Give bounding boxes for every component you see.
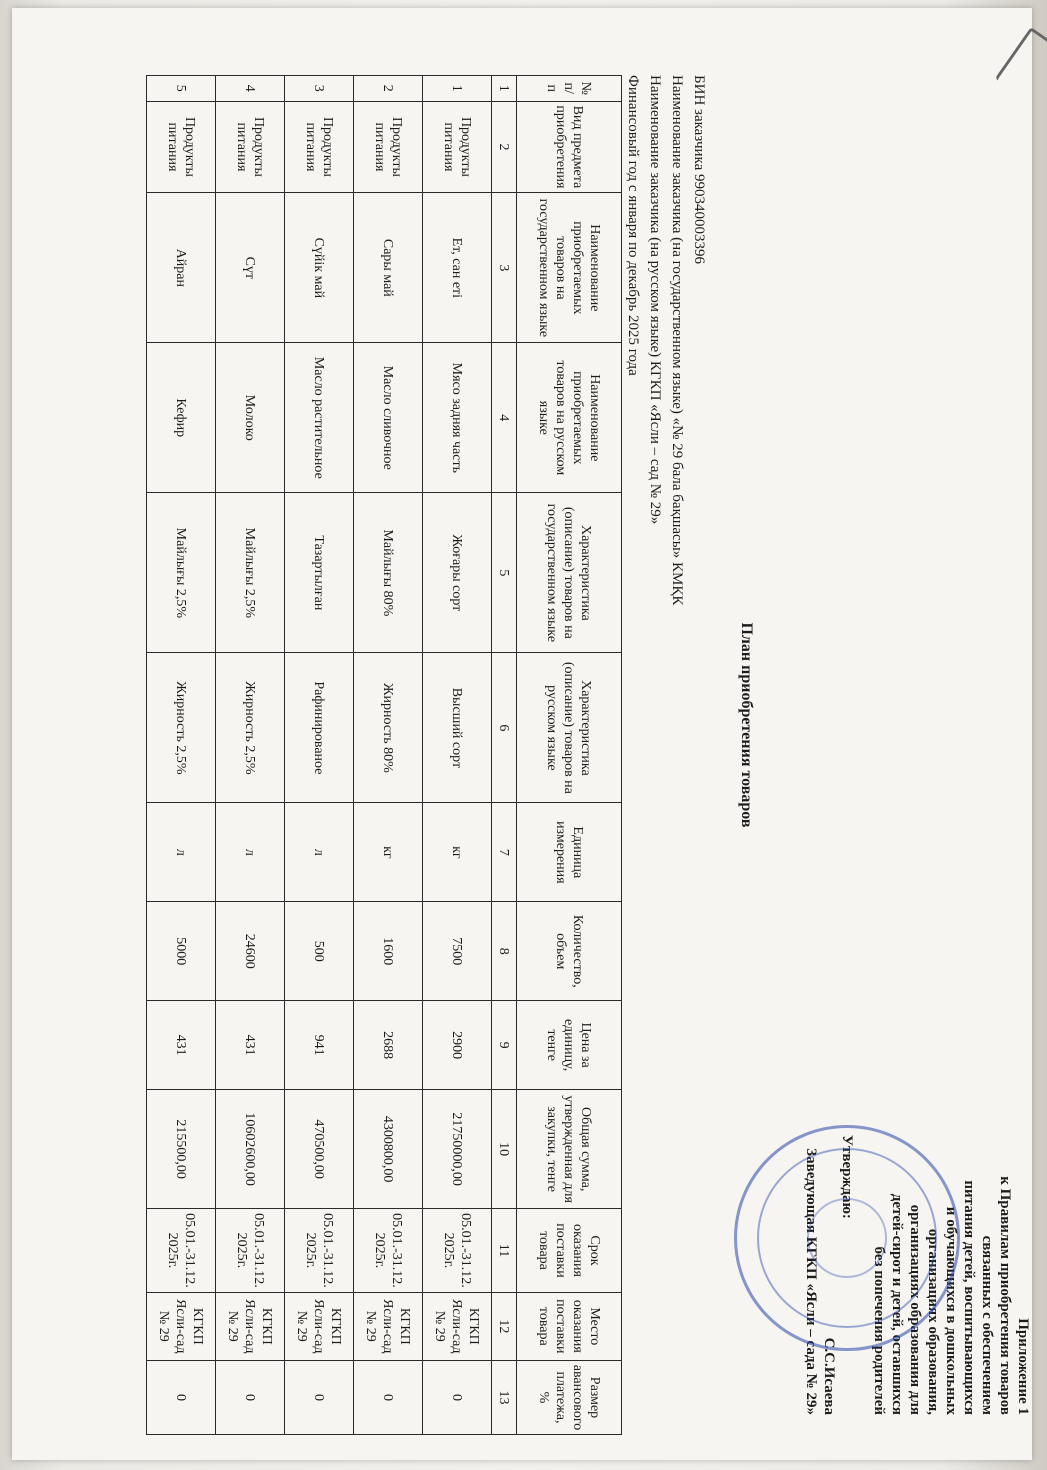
header-cell: Общая сумма, утвержденная для закупки, тенге [517,1089,622,1208]
table-cell: 470500,00 [285,1089,354,1208]
column-number: 13 [492,1360,517,1434]
appendix-label: Приложение 1 [1015,1318,1031,1415]
header-cell: Размер авансового платежа, % [517,1360,622,1434]
financial-year: Финансовый год с января по декабрь 2025 года [625,75,641,376]
header-cell: Наименование приобретаемых товаров на русском языке [517,343,622,493]
header-cell: Срок оказания поставки товара [517,1209,622,1292]
rules-line: питания детей, воспитывающихся [961,1180,977,1415]
table-cell: 4300800,00 [354,1089,423,1208]
table-cell: КГКП Ясли-сад № 29 [354,1292,423,1360]
table-cell: Продукты питания [216,101,285,193]
header-cell: Место оказания поставки товара [517,1292,622,1360]
document-title: План приобретения товаров [738,622,755,828]
customer-info [622,75,710,605]
table-cell: КГКП Ясли-сад № 29 [216,1292,285,1360]
rules-line: детей-сирот и детей, оставшихся [889,1193,905,1415]
table-row [354,76,423,1435]
column-number: 10 [492,1089,517,1208]
header-cell: Характеристика (описание) товаров на государственном языке [517,493,622,653]
table-cell: 215500,00 [147,1089,216,1208]
column-number: 12 [492,1292,517,1360]
rules-line: к Правилам приобретения товаров [997,1176,1013,1415]
table-cell: Молоко [216,343,285,493]
table-cell: 431 [147,1001,216,1090]
customer-name-ru: Наименование заказчика (на русском языке) КГКП «Ясли – сад № 29» [647,75,663,525]
table-cell: 05.01.-31.12. 2025г. [354,1209,423,1292]
customer-bin: БИН заказчика 990340003396 [691,75,707,264]
table-cell: 1 [423,76,492,102]
rules-line: без попечения родителей [871,1246,887,1415]
table-cell: л [216,803,285,902]
table-cell: 431 [216,1001,285,1090]
table-cell: КГКП Ясли-сад № 29 [285,1292,354,1360]
table-cell: Майлығы 2,5% [216,493,285,653]
table-cell: 24600 [216,902,285,1001]
table-cell: Айран [147,193,216,343]
table-cell: 05.01.-31.12. 2025г. [423,1209,492,1292]
table-row [423,76,492,1435]
column-number: 5 [492,493,517,653]
table-cell: 500 [285,902,354,1001]
column-number: 11 [492,1209,517,1292]
column-number: 4 [492,343,517,493]
procurement-table [146,75,622,1435]
rules-line: связанных с обеспечением [979,1235,995,1415]
table-cell: КГКП Ясли-сад № 29 [423,1292,492,1360]
column-number: 6 [492,653,517,803]
table-cell: л [147,803,216,902]
column-number: 2 [492,101,517,193]
table-cell: 21750000,00 [423,1089,492,1208]
table-cell: л [285,803,354,902]
table-cell: 941 [285,1001,354,1090]
rules-line: организациях образования, [925,1228,941,1415]
table-cell: 0 [285,1360,354,1434]
table-cell: 1600 [354,902,423,1001]
table-cell: кг [423,803,492,902]
table-cell: Жирность 2,5% [216,653,285,803]
approval-block [802,1025,1032,1415]
table-cell: Майлығы 80% [354,493,423,653]
rotated-document-page [40,15,1040,1435]
column-number: 1 [492,76,517,102]
table-cell: 5 [147,76,216,102]
signer-position: Заведующая КГКП «Ясли – сада № 29» [803,1148,819,1415]
table-cell: Масло растительное [285,343,354,493]
header-cell: Вид предмета приобретения [517,101,622,193]
header-cell: Характеристика (описание) товаров на русском языке [517,653,622,803]
column-number: 8 [492,902,517,1001]
table-cell: 4 [216,76,285,102]
table-cell: кг [354,803,423,902]
table-cell: 2688 [354,1001,423,1090]
table-cell: 7500 [423,902,492,1001]
table-cell: 0 [423,1360,492,1434]
table-cell: Рафинированое [285,653,354,803]
table-cell: 0 [354,1360,423,1434]
table-cell: 3 [285,76,354,102]
column-number: 9 [492,1001,517,1090]
table-row [147,76,216,1435]
customer-name-kz: Наименование заказчика (на государственном языке) «№ 29 бала бақшасы» КМҚК [669,75,685,606]
table-cell: Сүйік май [285,193,354,343]
table-cell: Высший сорт [423,653,492,803]
table-row [285,76,354,1435]
table-cell: Ет, сан еті [423,193,492,343]
header-cell: Наименование приобретаемых товаров на государственном языке [517,193,622,343]
column-number-row [492,76,517,1435]
table-cell: Майлығы 2,5% [147,493,216,653]
header-cell: Количество, объем [517,902,622,1001]
approved-label: Утверждаю: [839,1135,855,1219]
table-cell: 0 [147,1360,216,1434]
rules-line: и обучающихся в дошкольных [943,1206,959,1415]
table-cell: 0 [216,1360,285,1434]
table-cell: Продукты питания [354,101,423,193]
table-cell: Жирность 2,5% [147,653,216,803]
table-cell: Продукты питания [147,101,216,193]
table-cell: Мясо задняя часть [423,343,492,493]
table-cell: 05.01.-31.12. 2025г. [285,1209,354,1292]
header-cell: Цена за единицу, тенге [517,1001,622,1090]
signer-name: С.С.Исаева [821,1337,837,1415]
table-cell: Кефир [147,343,216,493]
table-cell: 5000 [147,902,216,1001]
table-cell: Продукты питания [423,101,492,193]
table-cell: 2 [354,76,423,102]
table-cell: Масло сливочное [354,343,423,493]
table-header-row [517,76,622,1435]
table-cell: 2900 [423,1001,492,1090]
table-cell: 10602600,00 [216,1089,285,1208]
rules-line: организациях образования для [907,1204,923,1415]
table-cell: 05.01.-31.12. 2025г. [216,1209,285,1292]
header-cell: № п/п [517,76,622,102]
table-cell: Жоғары сорт [423,493,492,653]
table-cell: Сүт [216,193,285,343]
column-number: 3 [492,193,517,343]
header-cell: Единица измерения [517,803,622,902]
table-cell: Жирность 80% [354,653,423,803]
table-cell: КГКП Ясли-сад № 29 [147,1292,216,1360]
table-row [216,76,285,1435]
column-number: 7 [492,803,517,902]
table-cell: Сары май [354,193,423,343]
table-cell: 05.01.-31.12. 2025г. [147,1209,216,1292]
table-cell: Тазартылған [285,493,354,653]
table-cell: Продукты питания [285,101,354,193]
